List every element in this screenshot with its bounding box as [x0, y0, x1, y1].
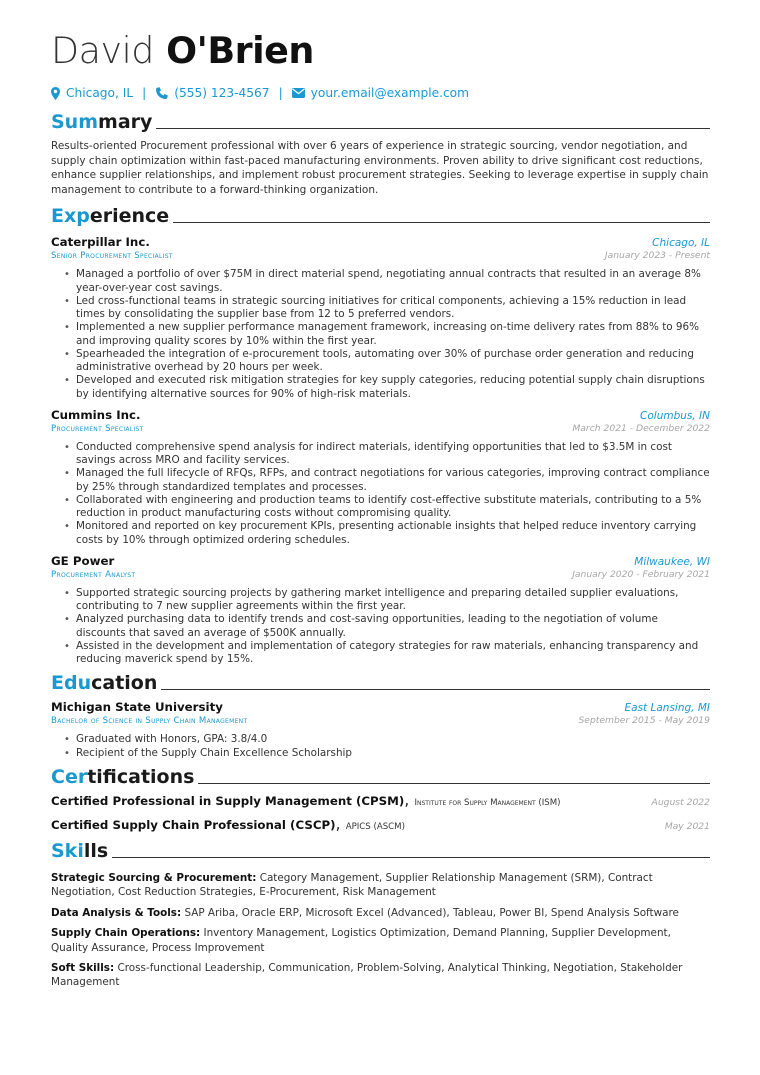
- job-title: Procurement Specialist: [51, 423, 144, 434]
- bullet-item: • Supported strategic sourcing projects by gathering market intelligence and preparing detailed supplier evaluations, contributing to 7 new supplier agreements within the first year.: [76, 587, 710, 614]
- bullet-item: • Managed a portfolio of over $75M in direct material spend, negotiating annual contracts that resulted in an average 8% year-over-year cost savings.: [76, 268, 710, 295]
- section-rule: [173, 222, 710, 223]
- bullet-item: • Conducted comprehensive spend analysis for indirect materials, identifying opportunities that led to $3.5M in cost savings across MRO and facility services.: [76, 441, 710, 468]
- last-name: O'Brien: [166, 29, 314, 72]
- section-title: Summary: [51, 111, 153, 133]
- job-bullets: [51, 268, 710, 401]
- certification-issuer: Institute for Supply Management (ISM): [414, 797, 561, 808]
- job-bullets: [51, 587, 710, 667]
- bullet-item: • Analyzed purchasing data to identify trends and cost-saving opportunities, leading to the negotiation of volume discounts that saved an average of $500K annually.: [76, 613, 710, 640]
- experience-section-header: [51, 203, 710, 227]
- skill-list: Cross-functional Leadership, Communication, Problem-Solving, Analytical Thinking, Negotiation, Stakeholder Management: [51, 961, 683, 989]
- candidate-name: [51, 26, 710, 78]
- job-entry: [51, 408, 710, 547]
- job-title: Senior Procurement Specialist: [51, 251, 173, 262]
- job-dates: March 2021 - December 2022: [572, 422, 710, 434]
- job-dates: January 2023 - Present: [604, 250, 710, 262]
- section-title: Education: [51, 672, 158, 695]
- certification-item: Certified Professional in Supply Management (CPSM), Institute for Supply Management (ISM) August 2022: [51, 789, 710, 809]
- summary-text: Results-oriented Procurement professional with over 6 years of experience in strategic sourcing, vendor negotiation, and supply chain optimization within fast-paced manufacturing environments. Proven ability to drive significant cost reductions, enhance supplier relationships, and implement robust procurement strategies. Seeking to leverage expertise in supply chain management to contribute to a forward-thinking organization.: [51, 140, 709, 196]
- certification-date: August 2022: [651, 796, 710, 808]
- skill-category: Strategic Sourcing & Procurement:: [51, 871, 257, 884]
- bullet-item: • Monitored and reported on key procurement KPIs, presenting actionable insights that helped reduce inventory carrying costs by 10% through optimized ordering schedules.: [76, 520, 710, 547]
- contact-line: [51, 83, 710, 103]
- first-name: David: [51, 29, 154, 72]
- section-title: Skills: [51, 839, 109, 862]
- summary-section-header: [51, 109, 710, 133]
- certification-name: Certified Professional in Supply Management (CPSM): [51, 793, 405, 808]
- school-location: East Lansing, MI: [624, 702, 710, 715]
- education-entry: [51, 700, 710, 760]
- section-title: Certifications: [51, 765, 195, 788]
- job-location: Chicago, IL: [652, 237, 710, 250]
- contact-phone[interactable]: [155, 86, 269, 100]
- bullet-item: • Developed and executed risk mitigation strategies for key supply categories, reducing potential supply chain disruptions by identifying alternative sources for 90% of high-risk materials.: [76, 374, 710, 401]
- section-rule: [198, 783, 710, 784]
- degree-name: Bachelor of Science in Supply Chain Management: [51, 716, 248, 727]
- contact-separator: |: [278, 86, 283, 100]
- certification-date: May 2021: [664, 820, 710, 832]
- school-name: Michigan State University: [51, 700, 223, 715]
- certification-issuer: APICS (ASCM): [345, 821, 405, 832]
- skill-row: [51, 906, 710, 920]
- job-entry: [51, 554, 710, 667]
- bullet-item: • Led cross-functional teams in strategic sourcing initiatives for critical components, achieving a 15% reduction in lead times by consolidating the supplier base from 12 to 5 preferred vendors.: [76, 295, 710, 322]
- contact-email[interactable]: [292, 86, 469, 100]
- education-dates: September 2015 - May 2019: [578, 715, 710, 727]
- job-entry: [51, 235, 710, 401]
- skill-list: Inventory Management, Logistics Optimization, Demand Planning, Supplier Development, Quality Assurance, Process Improvement: [51, 927, 671, 954]
- bullet-item: • Recipient of the Supply Chain Excellence Scholarship: [76, 747, 710, 760]
- bullet-item: • Graduated with Honors, GPA: 3.8/4.0: [76, 733, 710, 746]
- bullet-item: • Managed the full lifecycle of RFQs, RFPs, and contract negotiations for various categories, improving contract compliance by 25% through standardized templates and processes.: [76, 467, 710, 494]
- envelope-icon: [292, 88, 311, 98]
- bullet-item: • Assisted in the development and implementation of category strategies for raw materials, enhancing transparency and reducing maverick spend by 15%.: [76, 640, 710, 667]
- skills-section-header: [51, 838, 710, 862]
- job-location: Milwaukee, WI: [634, 555, 710, 568]
- bullet-item: • Collaborated with engineering and production teams to identify cost-effective substitute materials, contributing to a 5% reduction in product manufacturing costs without compromising quality.: [76, 494, 710, 521]
- skills-list: [51, 871, 710, 990]
- section-rule: [161, 689, 710, 690]
- skill-category: Soft Skills:: [51, 961, 115, 974]
- contact-separator: |: [142, 86, 147, 100]
- job-dates: January 2020 - February 2021: [572, 568, 710, 580]
- skill-category: Supply Chain Operations:: [51, 927, 201, 940]
- certification-item: Certified Supply Chain Professional (CSCP), APICS (ASCM) May 2021: [51, 813, 710, 833]
- job-location: Columbus, IN: [640, 409, 710, 422]
- section-rule: [112, 857, 710, 858]
- phone-icon: [155, 87, 174, 100]
- bullet-item: • Spearheaded the integration of e-procurement tools, automating over 30% of purchase order generation and reducing administrative overhead by 20 hours per week.: [76, 348, 710, 375]
- skill-category: Data Analysis & Tools:: [51, 906, 182, 919]
- education-bullets: [51, 733, 710, 760]
- skill-list: SAP Ariba, Oracle ERP, Microsoft Excel (Advanced), Tableau, Power BI, Spend Analysis Software: [184, 906, 679, 919]
- company-name: Caterpillar Inc.: [51, 235, 150, 250]
- certifications-section-header: [51, 764, 710, 788]
- job-bullets: [51, 441, 710, 547]
- skill-row: [51, 871, 710, 900]
- contact-location: [51, 86, 133, 100]
- section-rule: [156, 128, 710, 129]
- map-marker-icon: [51, 87, 66, 100]
- certifications-list: [51, 790, 710, 838]
- skill-row: [51, 961, 710, 990]
- job-title: Procurement Analyst: [51, 569, 136, 580]
- certification-name: Certified Supply Chain Professional (CSCP): [51, 817, 336, 832]
- company-name: GE Power: [51, 553, 115, 568]
- company-name: Cummins Inc.: [51, 407, 141, 422]
- location-text: Chicago, IL: [66, 86, 134, 100]
- resume-page: [51, 26, 710, 990]
- email-link: your.email@example.com: [310, 86, 469, 100]
- phone-text: (555) 123-4567: [174, 86, 270, 100]
- section-title: Experience: [51, 205, 170, 228]
- bullet-item: • Implemented a new supplier performance management framework, increasing on-time delivery rates from 88% to 96% and improving quality scores by 10% within the first year.: [76, 321, 710, 348]
- education-section-header: [51, 670, 710, 694]
- skill-list: Category Management, Supplier Relationship Management (SRM), Contract Negotiation, Cost Reduction Strategies, E-Procurement, Risk Management: [51, 871, 653, 899]
- skill-row: [51, 926, 710, 955]
